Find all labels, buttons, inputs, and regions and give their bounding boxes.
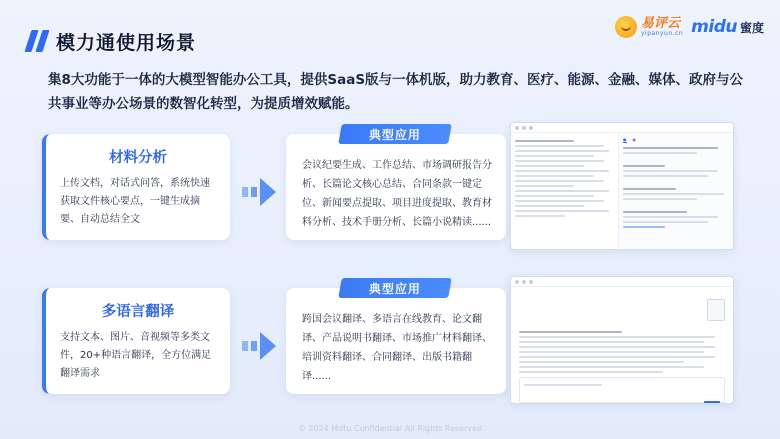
logo2-sub-text: 蜜度 <box>739 21 764 35</box>
feature-card <box>42 134 230 240</box>
application-card <box>286 281 506 394</box>
product-screenshot-translation <box>510 276 734 404</box>
yipanyun-logo <box>615 16 683 38</box>
intro-text: 集8大功能于一体的大模型智能办公工具，提供SaaS版与一体机版，助力教育、医疗、能源、金融、媒体、政府与公共事业等办公场景的数智化转型，为提质增效赋能。 <box>48 72 744 112</box>
application-card <box>286 127 506 240</box>
product-screenshot-analysis: ● ● <box>510 122 734 250</box>
scenario-row-translation <box>42 281 742 398</box>
logo-group <box>615 16 764 38</box>
smile-logo-icon <box>615 16 637 38</box>
logo2-main-text: midu <box>691 17 737 37</box>
arrow-right-icon <box>242 332 276 360</box>
page-title: 模力通使用场景 <box>56 31 197 54</box>
midu-logo <box>691 17 764 37</box>
application-description: 跨国会议翻译、多语言在线教育、论文翻译、产品说明书翻译、市场推广材料翻译、培训资料翻译、合同翻译、出版书籍翻译...... <box>302 314 492 382</box>
logo1-main-text: 易评云 <box>641 16 681 31</box>
arrow-right-icon <box>242 178 276 206</box>
application-description: 会议纪要生成、工作总结、市场调研报告分析、长篇论文核心总结、合同条款一键定位、新闻要点提取、项目进度提取、教育材料分析、技术手册分析、长篇小说精读...... <box>302 160 492 228</box>
application-badge: 典型应用 <box>338 278 452 298</box>
scenario-row-material-analysis <box>42 127 742 244</box>
title-mark-icon <box>28 30 46 52</box>
feature-description: 上传文档，对话式问答，系统快速获取文件核心要点，一键生成摘要、自动总结全文 <box>60 178 210 225</box>
feature-title: 多语言翻译 <box>101 304 175 320</box>
send-button <box>704 401 720 404</box>
feature-description: 支持文本、图片、音视频等多类文件，20+种语言翻译，全方位满足翻译需求 <box>60 332 212 379</box>
feature-card <box>42 288 230 394</box>
translation-input-box <box>519 377 725 403</box>
logo1-sub-text: yipanyun.cn <box>641 30 684 37</box>
footer-copyright: © 2024 Mdtu Confidential All Rights Reserved <box>297 424 483 433</box>
document-icon <box>707 299 725 321</box>
feature-title: 材料分析 <box>109 150 167 166</box>
page-header <box>28 26 196 56</box>
application-badge: 典型应用 <box>338 124 452 144</box>
